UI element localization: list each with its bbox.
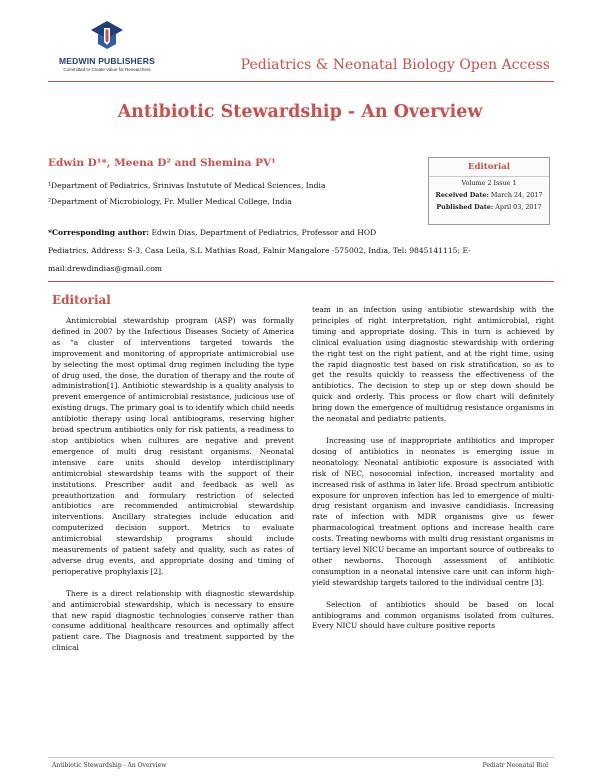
- received-value: March 24, 2017: [490, 191, 543, 199]
- paragraph: Increasing use of inappropriate antibiotics and improper dosing of antibiotics in neonates is emerging issue in neonatology. Neonatal antibiotic exposure is associated with risk of NEC, nosocomial infection, increased mortality and increased risk of asthma in later life. Broad spectrum antibiotic exposure for unproven infection has led to emergence of multi-drug resistant organism and invasive candidiasis. Increasing rate of infection with MDR organisms give us fewer pharmacological treatment options and increase health care costs. Treating newborns with multi drug resistant organisms in tertiary level NICU became an important source of outbreaks to other newborns. Thorough assessment of antibiotic consumption in a neonatal intensive care unit can inform high-yield stewardship targets tailored to the individual centre [3].: [312, 435, 554, 587]
- paragraph: Selection of antibiotics should be based on local antibiograms and common organisms isolated from cultures. Every NICU should have culture positive reports: [312, 599, 554, 631]
- article-title: Antibiotic Stewardship - An Overview: [117, 102, 483, 122]
- footer-running-title: Antibiotic Stewardship - An Overview: [52, 762, 167, 769]
- left-column: [52, 316, 294, 665]
- section-heading: Editorial: [52, 293, 111, 307]
- paragraph: Antimicrobial stewardship program (ASP) was formally defined in 2007 by the Infectious Diseases Society of America as “a cluster of interventions targeted towards the improvement and monitoring of appropriate antimicrobial use by selecting the most optimal drug regimen including the type of drug used, the dose, the duration of therapy and the route of administration[1]. Antibiotic stewardship is a quality analysis to prevent emergence of antimicrobial resistance, judicious use of existing drugs. The primary goal is to identify which child needs antibiotic therapy using local antibiograms, reserving higher broad spectrum antibiotics only for risk patients, a readiness to stop antibiotics when cultures are negative and prevent emergence of multi drug resistant organisms. Neonatal intensive care units should develop interdisciplinary antimicrobial stewardship teams with the support of their institutions. Prescriber audit and feedback as well as preauthorization and formulary restriction of selected antibiotics are recommended antimicrobial stewardship interventions. Ancillary strategies include education and computerized decision support. Metrics to evaluate antimicrobial stewardship programs should include measurements of patient safety and quality, such as rates of adverse drug events, and appropriate dosing and timing of perioperative prophylaxis [2].: [52, 316, 294, 576]
- affiliation-2: ²Department of Microbiology, Fr. Muller Medical College, India: [48, 197, 292, 206]
- published-date: [429, 201, 549, 213]
- footer-journal-abbrev: Pediatr Neonatal Biol: [482, 762, 548, 769]
- header-divider: [48, 81, 554, 82]
- publisher-logo: [52, 20, 162, 72]
- corresponding-email: mail:drewdindias@gmail.com: [48, 264, 163, 273]
- authors: Edwin D¹*, Meena D² and Shemina PV¹: [48, 157, 276, 169]
- publisher-name: MEDWIN PUBLISHERS: [59, 56, 155, 66]
- article-type: Editorial: [429, 158, 549, 177]
- paragraph: There is a direct relationship with diagnostic stewardship and antimicrobial stewardship, which is necessary to ensure that new rapid diagnostic technologies conserve rather than consume additional healthcare resources and optimally affect patient care. The Diagnosis and treatment supported by the clinical: [52, 588, 294, 653]
- affiliation-1: ¹Department of Pediatrics, Srinivas Instutute of Medical Sciences, India: [48, 181, 326, 190]
- received-date: [429, 189, 549, 201]
- corresponding-label: *Corresponding author:: [48, 228, 150, 237]
- volume-issue: Volume 2 Issue 1: [461, 179, 517, 187]
- footer-divider: [48, 757, 554, 758]
- received-label: Received Date:: [435, 191, 489, 199]
- corresponding-line-1: [48, 224, 554, 242]
- published-label: Published Date:: [436, 203, 494, 211]
- article-info-box: [428, 157, 550, 225]
- right-column: [312, 305, 554, 643]
- corresponding-detail: Edwin Dias, Department of Pediatrics, Professor and HOD: [151, 228, 377, 237]
- corresponding-author: [48, 224, 554, 278]
- medwin-logo-icon: [90, 20, 124, 50]
- journal-title: Pediatrics & Neonatal Biology Open Access: [240, 57, 550, 73]
- published-value: April 03, 2017: [495, 203, 542, 211]
- paragraph: team in an infection using antibiotic stewardship with the principles of right interpretation, right antimicrobial, right timing and appropriate dosing. This in turn is achieved by clinical evaluation using diagnostic stewardship with ordering the right test on the right patient, and at the right time, using the rapid diagnostic test based on risk stratification, so as to get the results quickly to reassess the effectiveness of the antibiotics. The decision to step up or step down should be quick and orderly. This process or flow chart will definitely bring down the emergence of multidrug resistance organisms in the neonatal and pediatric patients.: [312, 305, 554, 424]
- publisher-tagline: Committed to Create Value for Researchers: [63, 67, 151, 72]
- corresponding-line-2: Pediatrics, Address: S-3, Casa Leila, S.L Mathias Road, Falnir Mangalore -575002, India, Tel: 9845141115; E-: [48, 246, 471, 255]
- section-divider: [48, 281, 554, 282]
